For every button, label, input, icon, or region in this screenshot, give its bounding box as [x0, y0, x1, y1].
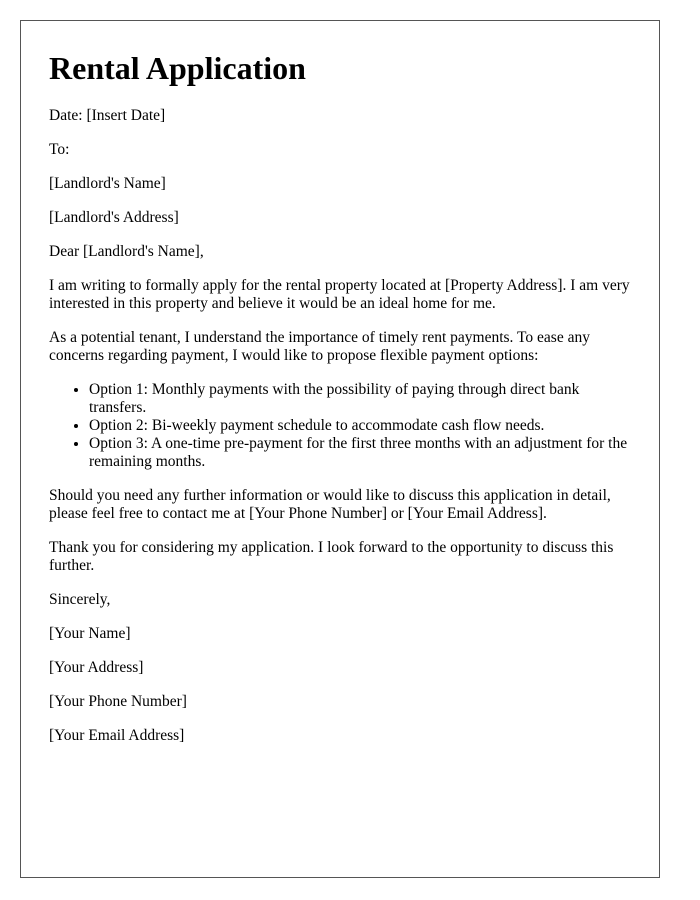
payment-option-item: • Option 1: Monthly payments with the possibility of paying through direct bank transfers. — [89, 381, 631, 417]
letter-page — [20, 20, 660, 878]
date-line: Date: [Insert Date] — [49, 107, 166, 124]
intro-paragraph: I am writing to formally apply for the rental property located at [Property Address]. I am very interested in this property and believe it would be an ideal home for me. — [49, 277, 630, 312]
landlord-address: [Landlord's Address] — [49, 209, 179, 226]
letter-title: Rental Application — [49, 50, 306, 86]
payment-option-item: • Option 3: A one-time pre-payment for the first three months with an adjustment for the remaining months. — [89, 435, 631, 471]
thanks-paragraph: Thank you for considering my application. I look forward to the opportunity to discuss this further. — [49, 539, 614, 574]
payment-options-list — [49, 381, 631, 471]
signature-phone: [Your Phone Number] — [49, 693, 187, 710]
salutation: Dear [Landlord's Name], — [49, 243, 204, 260]
signature-name: [Your Name] — [49, 625, 131, 642]
payment-paragraph: As a potential tenant, I understand the importance of timely rent payments. To ease any concerns regarding payment, I would like to propose flexible payment options: — [49, 329, 590, 364]
signature-email: [Your Email Address] — [49, 727, 185, 744]
landlord-name: [Landlord's Name] — [49, 175, 166, 192]
contact-paragraph: Should you need any further information or would like to discuss this application in detail, please feel free to contact me at [Your Phone Number] or [Your Email Address]. — [49, 487, 611, 522]
to-line: To: — [49, 141, 70, 158]
payment-option-item: • Option 2: Bi-weekly payment schedule to accommodate cash flow needs. — [89, 417, 631, 435]
signature-address: [Your Address] — [49, 659, 144, 676]
closing: Sincerely, — [49, 591, 111, 608]
